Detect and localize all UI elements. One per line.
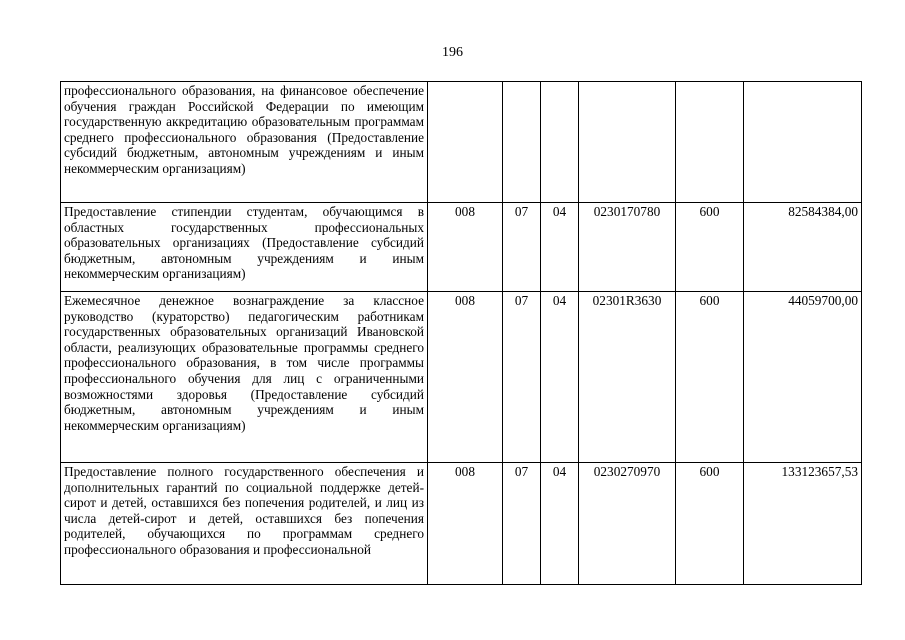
row-name-cell: Предоставление стипендии студентам, обучающимся в областных государственных профессиональных образовательных организациях (Предоставление субсидий бюджетным, автономным учреждениям и иным некоммерческим организациям) — [61, 203, 428, 292]
table-row — [61, 463, 862, 585]
csr-cell: 02301R3630 — [579, 292, 676, 463]
gr-cell: 008 — [428, 203, 503, 292]
sum-cell — [744, 82, 862, 203]
row-name-cell: Предоставление полного государственного обеспечения и дополнительных гарантий по социальной поддержке детей-сирот и детей, оставшихся без попечения родителей, и лиц из числа детей-сирот и детей, оставшихся без попечения родителей, обучающихся по программам среднего профессионального образования и профессиональной — [61, 463, 428, 585]
csr-cell: 0230270970 — [579, 463, 676, 585]
budget-table — [60, 81, 862, 585]
table-row — [61, 203, 862, 292]
pr-cell — [541, 82, 579, 203]
gr-cell: 008 — [428, 292, 503, 463]
page-number: 196 — [442, 45, 463, 60]
pr-cell: 04 — [541, 463, 579, 585]
sum-cell: 133123657,53 — [744, 463, 862, 585]
csr-cell — [579, 82, 676, 203]
pr-cell: 04 — [541, 203, 579, 292]
sum-cell: 82584384,00 — [744, 203, 862, 292]
vr-cell: 600 — [676, 463, 744, 585]
vr-cell — [676, 82, 744, 203]
gr-cell — [428, 82, 503, 203]
row-name-cell: Ежемесячное денежное вознаграждение за классное руководство (кураторство) педагогическим работникам государственных образовательных организаций Ивановской области, реализующих образовательные программы среднего профессионального образования, в том числе программы профессионального обучения для лиц с ограниченными возможностями здоровья (Предоставление субсидий бюджетным, автономным учреждениям и иным некоммерческим организациям) — [61, 292, 428, 463]
rz-cell: 07 — [503, 203, 541, 292]
table-row — [61, 292, 862, 463]
vr-cell: 600 — [676, 292, 744, 463]
table-row — [61, 82, 862, 203]
vr-cell: 600 — [676, 203, 744, 292]
rz-cell: 07 — [503, 292, 541, 463]
gr-cell: 008 — [428, 463, 503, 585]
pr-cell: 04 — [541, 292, 579, 463]
csr-cell: 0230170780 — [579, 203, 676, 292]
row-name-cell: профессионального образования, на финансовое обеспечение обучения граждан Российской Федерации по имеющим государственную аккредитацию образовательным программам среднего профессионального образования (Предоставление субсидий бюджетным, автономным учреждениям и иным некоммерческим организациям) — [61, 82, 428, 203]
rz-cell: 07 — [503, 463, 541, 585]
rz-cell — [503, 82, 541, 203]
sum-cell: 44059700,00 — [744, 292, 862, 463]
